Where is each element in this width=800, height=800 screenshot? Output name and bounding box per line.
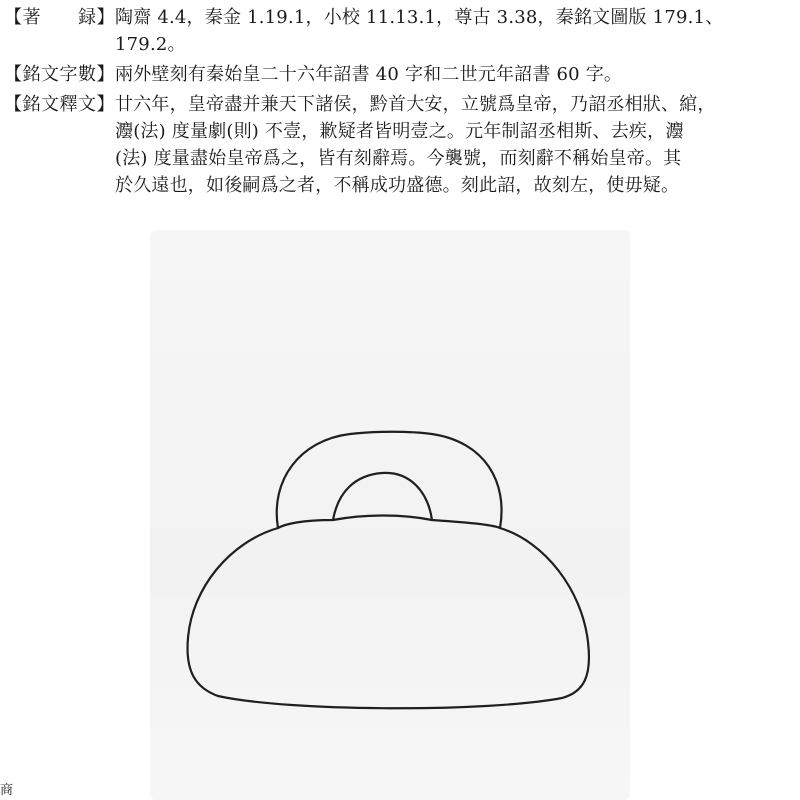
corner-mark: 商 [0,783,14,798]
weight-drawing [170,420,610,740]
entry-label-inscription-count: 【銘文字數】 [4,64,115,85]
entry-label-transcription: 【銘文釋文】 [4,94,115,115]
shoulder-line [278,516,500,529]
entry-label-publication: 【著 録】 [4,7,115,28]
entry-body-publication [115,4,794,58]
entry-line: 陶齋 4.4，秦金 1.19.1，小校 11.13.1，尊古 3.38，秦銘文圖版 179.1、 [115,7,724,28]
handle-inner-outline [333,473,432,520]
handle-outer-outline [277,432,502,528]
entry-inscription-transcription [4,91,794,199]
entry-line: 於久遠也，如後嗣爲之者，不稱成功盛德。刻此詔，故刻左，使毋疑。 [115,175,680,196]
entry-line: 廿六年，皇帝盡并兼天下諸侯，黔首大安，立號爲皇帝，乃詔丞相狀、綰， [115,94,716,115]
entry-line: 179.2。 [115,34,186,55]
entry-line: 兩外壁刻有秦始皇二十六年詔書 40 字和二世元年詔書 60 字。 [115,64,623,85]
weight-line-drawing [170,420,610,740]
entry-line: 灋(法) 度量劇(則) 不壹，歉疑者皆明壹之。元年制詔丞相斯、去疾，灋 [115,121,684,142]
entry-publication-record [4,4,794,58]
entry-line: (法) 度量盡始皇帝爲之，皆有刻辭焉。今襲號，而刻辭不稱始皇帝。其 [115,148,682,169]
entry-body-inscription-count [115,61,794,88]
entry-inscription-count [4,61,794,88]
body-outline [188,528,589,708]
catalog-entries [4,4,794,202]
entry-body-transcription [115,91,794,199]
